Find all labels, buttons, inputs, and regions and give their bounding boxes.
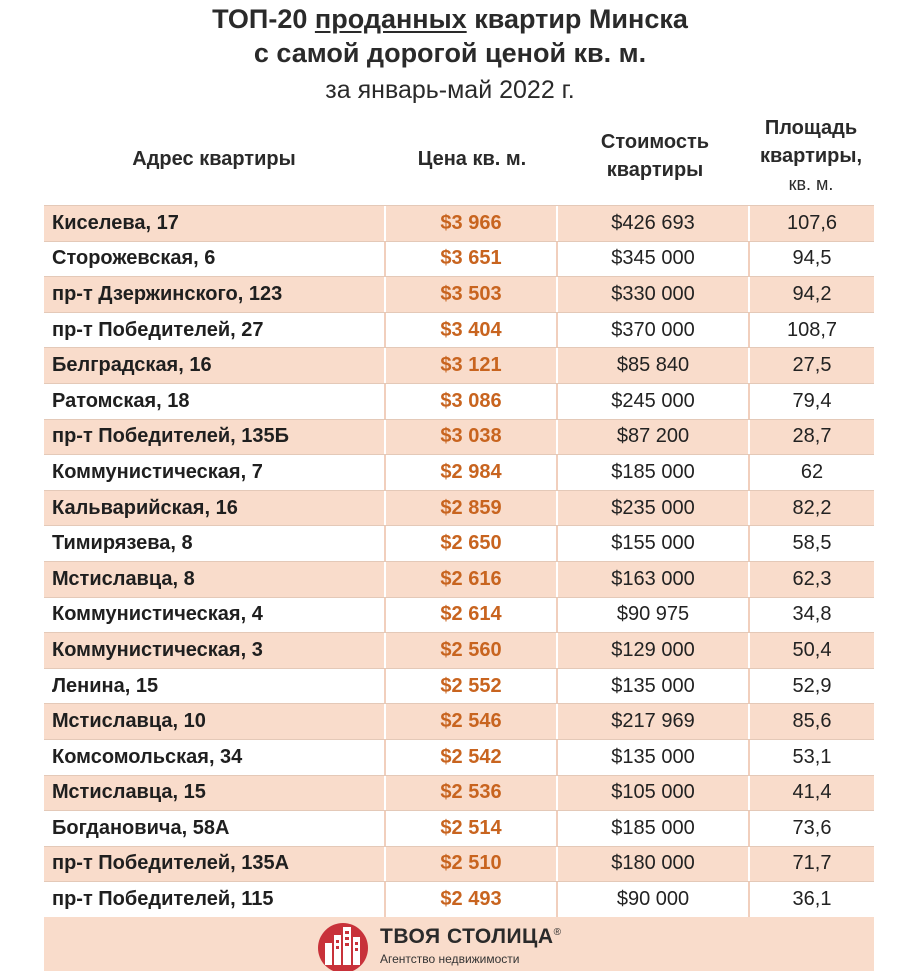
- table-row: [44, 491, 874, 527]
- price-per-sqm-cell: $2 560: [386, 633, 558, 668]
- address-cell: Мстиславца, 15: [44, 776, 386, 811]
- table-row: [44, 669, 874, 705]
- page-subtitle: за январь-май 2022 г.: [325, 76, 575, 104]
- area-cell: 85,6: [792, 710, 832, 733]
- table-row: [44, 206, 874, 242]
- address-cell: пр-т Победителей, 135Б: [44, 420, 386, 455]
- table-row: [44, 598, 874, 634]
- address-cell: Ленина, 15: [44, 669, 386, 704]
- area-cell: 50,4: [792, 638, 832, 661]
- agency-logo: [316, 921, 616, 971]
- table-row: [44, 704, 874, 740]
- address-cell: Коммунистическая, 4: [44, 598, 386, 633]
- table-row: [44, 776, 874, 812]
- price-per-sqm-cell: $2 546: [386, 704, 558, 739]
- table-row: [44, 384, 874, 420]
- title-line-2: с самой дорогой ценой кв. м.: [253, 38, 647, 68]
- address-cell: Кальварийская, 16: [44, 491, 386, 526]
- table-row: [44, 882, 874, 918]
- table-row: [44, 420, 874, 456]
- table-row: [44, 633, 874, 669]
- address-cell: Комсомольская, 34: [44, 740, 386, 775]
- address-cell: Мстиславца, 10: [44, 704, 386, 739]
- title-block: [0, 0, 900, 107]
- address-cell: Сторожевская, 6: [44, 242, 386, 277]
- apartment-cost-cell: $105 000: [558, 776, 750, 811]
- price-per-sqm-cell: $2 616: [386, 562, 558, 597]
- title-suffix: квартир Минска: [474, 4, 688, 34]
- area-cell: 94,5: [792, 247, 832, 270]
- logo-tagline: Агентство недвижимости: [380, 952, 520, 966]
- table-row: [44, 562, 874, 598]
- column-header-area-line2: квартиры,: [759, 145, 863, 167]
- apartment-cost-cell: $426 693: [558, 206, 750, 241]
- table-row: [44, 242, 874, 278]
- price-per-sqm-cell: $2 542: [386, 740, 558, 775]
- apartment-cost-cell: $217 969: [558, 704, 750, 739]
- table-row: [44, 455, 874, 491]
- price-per-sqm-cell: $3 651: [386, 242, 558, 277]
- apartment-cost-cell: $90 000: [558, 882, 750, 917]
- price-per-sqm-cell: $2 536: [386, 776, 558, 811]
- apartment-cost-cell: $330 000: [558, 277, 750, 312]
- apartment-cost-cell: $185 000: [558, 455, 750, 490]
- column-header-area-unit: кв. м.: [788, 174, 834, 194]
- address-cell: пр-т Победителей, 115: [44, 882, 386, 917]
- address-cell: Богдановича, 58А: [44, 811, 386, 846]
- area-cell: 108,7: [786, 318, 838, 341]
- apartment-cost-cell: $370 000: [558, 313, 750, 348]
- price-per-sqm-cell: $2 552: [386, 669, 558, 704]
- area-cell: 52,9: [792, 674, 832, 697]
- apartment-cost-cell: $85 840: [558, 348, 750, 383]
- price-per-sqm-cell: $2 859: [386, 491, 558, 526]
- address-cell: Киселева, 17: [44, 206, 386, 241]
- apartment-cost-cell: $180 000: [558, 847, 750, 882]
- price-per-sqm-cell: $2 984: [386, 455, 558, 490]
- price-per-sqm-cell: $3 503: [386, 277, 558, 312]
- apartment-cost-cell: $245 000: [558, 384, 750, 419]
- area-cell: 82,2: [792, 496, 832, 519]
- title-prefix: ТОП-20: [212, 4, 308, 34]
- column-header-area: [752, 114, 870, 198]
- price-per-sqm-cell: $3 086: [386, 384, 558, 419]
- table-row: [44, 277, 874, 313]
- column-header-cost-line1: Стоимость: [600, 131, 710, 153]
- price-per-sqm-cell: $3 038: [386, 420, 558, 455]
- table-header: [0, 112, 900, 202]
- area-cell: 62,3: [792, 567, 832, 590]
- address-cell: Коммунистическая, 7: [44, 455, 386, 490]
- price-per-sqm-cell: $2 650: [386, 526, 558, 561]
- area-cell: 107,6: [786, 211, 838, 234]
- column-header-cost: [560, 128, 750, 184]
- column-header-cost-line2: квартиры: [606, 159, 704, 181]
- area-cell: 58,5: [792, 532, 832, 555]
- address-cell: Тимирязева, 8: [44, 526, 386, 561]
- page-title: [0, 2, 900, 36]
- price-per-sqm-cell: $3 966: [386, 206, 558, 241]
- area-cell: 94,2: [792, 282, 832, 305]
- area-cell: 41,4: [792, 781, 832, 804]
- apartment-cost-cell: $345 000: [558, 242, 750, 277]
- logo-name-text: ТВОЯ СТОЛИЦА: [380, 925, 554, 948]
- building-logo-icon: [316, 921, 370, 971]
- price-per-sqm-cell: $2 614: [386, 598, 558, 633]
- apartment-cost-cell: $155 000: [558, 526, 750, 561]
- logo-name: [380, 925, 561, 949]
- area-cell: 71,7: [792, 852, 832, 875]
- table-row: [44, 313, 874, 349]
- address-cell: Белградская, 16: [44, 348, 386, 383]
- area-cell: 62: [800, 460, 824, 483]
- table-row: [44, 847, 874, 883]
- area-cell: 73,6: [792, 816, 832, 839]
- area-cell: 27,5: [792, 354, 832, 377]
- price-per-sqm-cell: $3 121: [386, 348, 558, 383]
- apartment-cost-cell: $135 000: [558, 740, 750, 775]
- apartments-table: [44, 205, 874, 918]
- table-row: [44, 348, 874, 384]
- apartment-cost-cell: $163 000: [558, 562, 750, 597]
- table-row: [44, 811, 874, 847]
- price-per-sqm-cell: $2 510: [386, 847, 558, 882]
- apartment-cost-cell: $87 200: [558, 420, 750, 455]
- area-cell: 36,1: [792, 888, 832, 911]
- apartment-cost-cell: $235 000: [558, 491, 750, 526]
- column-header-address: Адрес квартиры: [132, 148, 296, 170]
- apartment-cost-cell: $135 000: [558, 669, 750, 704]
- registered-mark: ®: [553, 927, 562, 938]
- apartment-cost-cell: $90 975: [558, 598, 750, 633]
- table-row: [44, 526, 874, 562]
- address-cell: пр-т Дзержинского, 123: [44, 277, 386, 312]
- column-header-price: Цена кв. м.: [417, 148, 527, 170]
- area-cell: 28,7: [792, 425, 832, 448]
- price-per-sqm-cell: $3 404: [386, 313, 558, 348]
- price-per-sqm-cell: $2 514: [386, 811, 558, 846]
- address-cell: пр-т Победителей, 27: [44, 313, 386, 348]
- footer-band: [44, 917, 874, 971]
- apartment-cost-cell: $185 000: [558, 811, 750, 846]
- address-cell: пр-т Победителей, 135А: [44, 847, 386, 882]
- apartment-cost-cell: $129 000: [558, 633, 750, 668]
- table-row: [44, 740, 874, 776]
- area-cell: 79,4: [792, 389, 832, 412]
- title-underlined-word: проданных: [314, 4, 467, 34]
- address-cell: Мстиславца, 8: [44, 562, 386, 597]
- price-per-sqm-cell: $2 493: [386, 882, 558, 917]
- area-cell: 34,8: [792, 603, 832, 626]
- address-cell: Коммунистическая, 3: [44, 633, 386, 668]
- address-cell: Ратомская, 18: [44, 384, 386, 419]
- column-header-area-line1: Площадь: [764, 117, 858, 139]
- area-cell: 53,1: [792, 745, 832, 768]
